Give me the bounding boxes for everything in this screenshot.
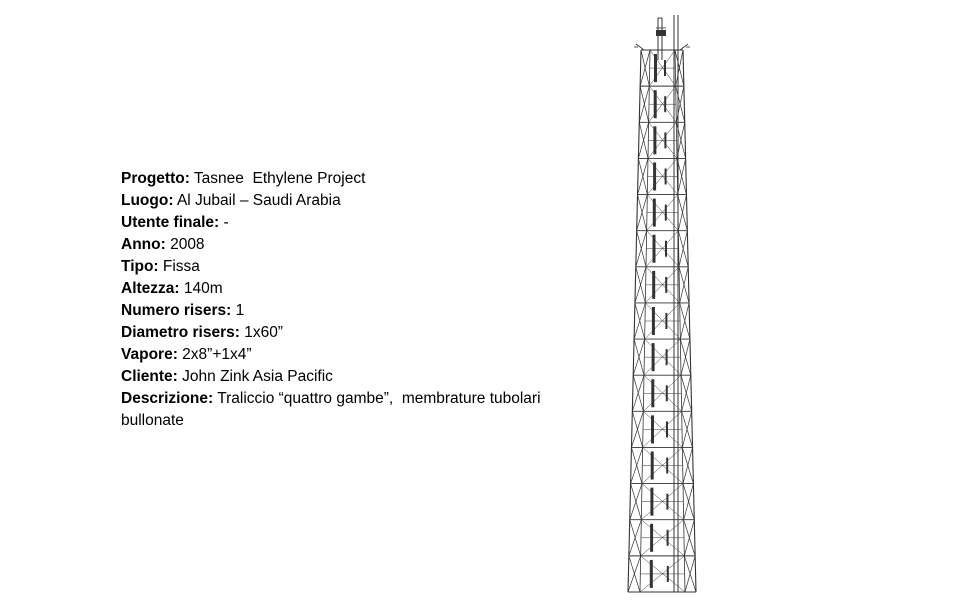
spec-project (121, 168, 541, 190)
project-spec-sheet (121, 168, 545, 432)
tower-brace (634, 303, 645, 339)
tower-brace (633, 339, 644, 375)
spec-label: Cliente: (121, 368, 178, 385)
spec-height (121, 278, 541, 300)
tower-brace (629, 520, 641, 556)
spec-label: Tipo: (121, 258, 159, 275)
spec-value: Fissa (158, 258, 200, 275)
tower-brace (636, 231, 647, 267)
spec-label: Descrizione: (121, 390, 214, 407)
spec-steam (121, 344, 541, 366)
tower-brace (675, 50, 684, 86)
tower-brace (679, 267, 689, 303)
spec-value: 1 (231, 302, 245, 319)
tower-brace (630, 484, 642, 520)
tower-brace (640, 50, 650, 86)
spec-year (121, 234, 541, 256)
tower-brace (638, 158, 648, 194)
tower-brace (678, 231, 688, 267)
spec-riser-diameter (121, 322, 541, 344)
tower-brace (628, 556, 641, 592)
spec-label: Progetto: (121, 170, 190, 187)
tower-brace (680, 339, 690, 375)
spec-description (121, 388, 545, 432)
spec-label: Vapore: (121, 346, 178, 363)
tower-brace (678, 195, 688, 231)
tower-brace (680, 303, 690, 339)
tower-brace (676, 86, 685, 122)
tower-brace (684, 556, 696, 592)
flare-tower-drawing (620, 0, 700, 600)
tower-brace (682, 447, 693, 483)
flare-tip (656, 30, 666, 36)
spec-value: John Zink Asia Pacific (177, 368, 333, 385)
spec-label: Altezza: (121, 280, 180, 297)
spec-end-user (121, 212, 541, 234)
spec-value: 140m (179, 280, 223, 297)
spec-value: Tasnee Ethylene Project (189, 170, 366, 187)
spec-client (121, 366, 541, 388)
spec-label: Diametro risers: (121, 324, 240, 341)
lattice-tower-icon (620, 0, 700, 600)
tower-brace (638, 122, 648, 158)
spec-value: Traliccio “quattro gambe”, membrature tubolari bullonate (121, 390, 545, 429)
tower-brace (631, 447, 643, 483)
spec-value: 1x60” (239, 324, 283, 341)
tower-brace (635, 267, 646, 303)
tower-leg (628, 50, 641, 592)
spec-label: Anno: (121, 236, 166, 253)
tower-brace (632, 375, 644, 411)
tower-brace (682, 411, 693, 447)
spec-label: Luogo: (121, 192, 174, 209)
spec-value: 2x8”+1x4” (177, 346, 252, 363)
tower-brace (637, 195, 648, 231)
spec-type (121, 256, 541, 278)
spec-label: Numero risers: (121, 302, 232, 319)
tower-brace (631, 411, 643, 447)
spec-value: Al Jubail – Saudi Arabia (173, 192, 341, 209)
tower-brace (639, 86, 649, 122)
spec-location (121, 190, 541, 212)
spec-value: 2008 (165, 236, 205, 253)
spec-riser-count (121, 300, 541, 322)
spec-value: - (219, 214, 229, 231)
tower-brace (681, 375, 692, 411)
spec-label: Utente finale: (121, 214, 220, 231)
tower-brace (684, 520, 695, 556)
tower-brace (683, 484, 694, 520)
